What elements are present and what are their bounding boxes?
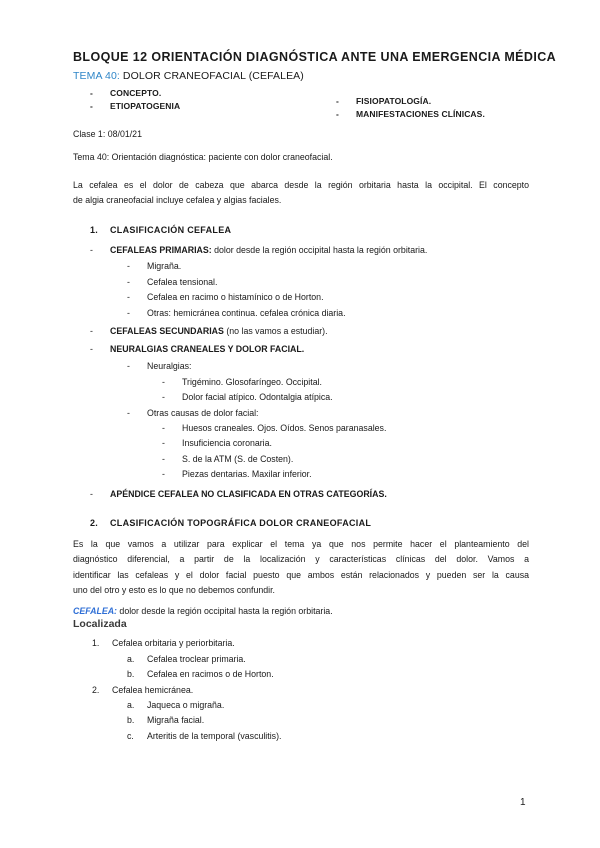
neuralgias-sub-1: - Dolor facial atípico. Odontalgia atípica. — [162, 392, 333, 402]
primarias-sub-3: - Otras: hemicránea continua. cefalea crónica diaria. — [127, 308, 346, 318]
primarias-item: - CEFALEAS PRIMARIAS: dolor desde la región occipital hasta la región orbitaria. — [90, 245, 428, 255]
apendice-item: - APÉNDICE CEFALEA NO CLASIFICADA EN OTRAS CATEGORÍAS. — [90, 489, 387, 499]
secundarias-item: - CEFALEAS SECUNDARIAS (no las vamos a estudiar). — [90, 326, 328, 336]
list-item-2a: a. Jaqueca o migraña. — [127, 700, 225, 710]
list-item-1: 1. Cefalea orbitaria y periorbitaria. — [92, 638, 235, 648]
otras-sub-2: - S. de la ATM (S. de Costen). — [162, 454, 294, 464]
topic-right-1: - MANIFESTACIONES CLÍNICAS. — [336, 109, 485, 119]
section1-heading: 1. CLASIFICACIÓN CEFALEA — [90, 225, 232, 235]
cefalea-definition: CEFALEA: dolor desde la región occipital hasta la región orbitaria. — [73, 606, 333, 616]
neuralgias-sub: - Neuralgias: — [127, 361, 192, 371]
primarias-sub-1: - Cefalea tensional. — [127, 277, 218, 287]
otras-sub-3: - Piezas dentarias. Maxilar inferior. — [162, 469, 312, 479]
block-title: BLOQUE 12 ORIENTACIÓN DIAGNÓSTICA ANTE UNA EMERGENCIA MÉDICA — [73, 50, 557, 64]
neuralgias-sub-0: - Trigémino. Glosofaríngeo. Occipital. — [162, 377, 322, 387]
otras-sub: - Otras causas de dolor facial: — [127, 408, 259, 418]
clase-date: Clase 1: 08/01/21 — [73, 129, 142, 139]
topic-left-1: - ETIOPATOGENIA — [90, 101, 181, 111]
list-item-2c: c. Arteritis de la temporal (vasculitis). — [127, 731, 282, 741]
list-item-1b: b. Cefalea en racimos o de Horton. — [127, 669, 274, 679]
section2-para-1: diagnóstico diferencial, a partir de la localización y características clínicas del dolor. Vamos a — [73, 554, 529, 564]
list-item-1a: a. Cefalea troclear primaria. — [127, 654, 246, 664]
localizada-heading: Localizada — [73, 618, 127, 630]
list-item-2b: b. Migraña facial. — [127, 715, 205, 725]
page-number: 1 — [520, 797, 526, 808]
topic-left-0: - CONCEPTO. — [90, 88, 162, 98]
tema-title — [73, 70, 304, 82]
section2-para-3: uno del otro y esto es lo que no debemos confundir. — [73, 585, 275, 595]
section2-para-0: Es la que vamos a utilizar para explicar el tema ya que nos permite hacer el planteamiento del — [73, 539, 529, 549]
list-item-2: 2. Cefalea hemicránea. — [92, 685, 194, 695]
section2-heading: 2. CLASIFICACIÓN TOPOGRÁFICA DOLOR CRANEOFACIAL — [90, 518, 372, 528]
tema-label: TEMA 40: — [73, 70, 120, 82]
section2-para-2: identificar las cefaleas y el dolor facial puesto que ambos están relacionados y pueden ser la causa — [73, 570, 529, 580]
primarias-sub-0: - Migraña. — [127, 261, 182, 271]
intro-line-0: La cefalea es el dolor de cabeza que abarca desde la región orbitaria hasta la occipital. El concepto — [73, 180, 529, 190]
primarias-sub-2: - Cefalea en racimo o histamínico o de Horton. — [127, 292, 324, 302]
neuralgias-item: - NEURALGIAS CRANEALES Y DOLOR FACIAL. — [90, 344, 305, 354]
tema-name: DOLOR CRANEOFACIAL (CEFALEA) — [119, 70, 304, 82]
tema-line: Tema 40: Orientación diagnóstica: paciente con dolor craneofacial. — [73, 152, 333, 162]
otras-sub-0: - Huesos craneales. Ojos. Oídos. Senos paranasales. — [162, 423, 387, 433]
topic-right-0: - FISIOPATOLOGÍA. — [336, 96, 432, 106]
intro-line-1: de algia craneofacial incluye cefalea y algias faciales. — [73, 195, 282, 205]
otras-sub-1: - Insuficiencia coronaria. — [162, 438, 272, 448]
